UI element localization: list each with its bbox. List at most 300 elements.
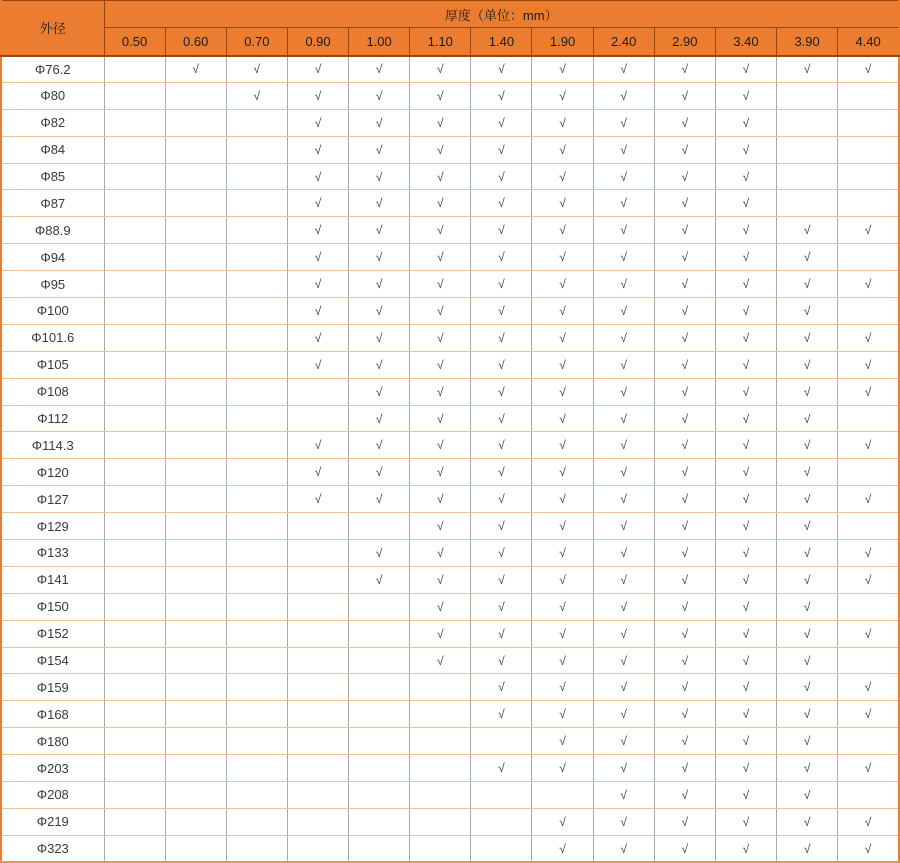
empty-cell xyxy=(349,755,410,782)
check-cell: √ xyxy=(654,566,715,593)
check-cell: √ xyxy=(410,298,471,325)
check-cell: √ xyxy=(593,217,654,244)
check-cell: √ xyxy=(532,324,593,351)
check-cell: √ xyxy=(654,298,715,325)
check-cell: √ xyxy=(471,755,532,782)
check-cell: √ xyxy=(838,620,899,647)
check-cell: √ xyxy=(715,378,776,405)
check-cell: √ xyxy=(838,351,899,378)
check-cell: √ xyxy=(349,109,410,136)
empty-cell xyxy=(104,647,165,674)
check-cell: √ xyxy=(410,244,471,271)
check-cell: √ xyxy=(715,109,776,136)
check-cell: √ xyxy=(410,459,471,486)
check-cell: √ xyxy=(471,486,532,513)
check-cell: √ xyxy=(715,244,776,271)
check-cell: √ xyxy=(287,486,348,513)
check-cell: √ xyxy=(654,136,715,163)
empty-cell xyxy=(165,244,226,271)
empty-cell xyxy=(226,298,287,325)
empty-cell xyxy=(287,755,348,782)
check-cell: √ xyxy=(777,324,838,351)
check-cell: √ xyxy=(287,432,348,459)
diameter-cell: Φ114.3 xyxy=(1,432,104,459)
empty-cell xyxy=(838,405,899,432)
check-cell: √ xyxy=(715,674,776,701)
check-cell: √ xyxy=(654,459,715,486)
check-cell: √ xyxy=(532,835,593,862)
check-cell: √ xyxy=(838,432,899,459)
empty-cell xyxy=(104,808,165,835)
check-cell: √ xyxy=(471,136,532,163)
table-row xyxy=(1,486,899,513)
empty-cell xyxy=(104,136,165,163)
check-cell: √ xyxy=(593,593,654,620)
check-cell: √ xyxy=(593,405,654,432)
check-cell: √ xyxy=(349,486,410,513)
check-cell: √ xyxy=(593,566,654,593)
empty-cell xyxy=(226,459,287,486)
empty-cell xyxy=(287,513,348,540)
empty-cell xyxy=(287,378,348,405)
empty-cell xyxy=(287,647,348,674)
table-row xyxy=(1,808,899,835)
check-cell: √ xyxy=(471,674,532,701)
check-cell: √ xyxy=(532,755,593,782)
check-cell: √ xyxy=(532,728,593,755)
check-cell: √ xyxy=(777,540,838,567)
check-cell: √ xyxy=(349,271,410,298)
empty-cell xyxy=(165,782,226,809)
check-cell: √ xyxy=(471,82,532,109)
check-cell: √ xyxy=(777,728,838,755)
table-row xyxy=(1,298,899,325)
empty-cell xyxy=(349,782,410,809)
check-cell: √ xyxy=(471,405,532,432)
empty-cell xyxy=(165,163,226,190)
table-row xyxy=(1,136,899,163)
check-cell: √ xyxy=(226,82,287,109)
check-cell: √ xyxy=(532,593,593,620)
check-cell: √ xyxy=(777,486,838,513)
check-cell: √ xyxy=(777,755,838,782)
check-cell: √ xyxy=(287,324,348,351)
check-cell: √ xyxy=(777,298,838,325)
empty-cell xyxy=(349,728,410,755)
check-cell: √ xyxy=(532,808,593,835)
check-cell: √ xyxy=(349,190,410,217)
check-cell: √ xyxy=(715,271,776,298)
check-cell: √ xyxy=(593,244,654,271)
check-cell: √ xyxy=(777,566,838,593)
empty-cell xyxy=(104,244,165,271)
check-cell: √ xyxy=(777,701,838,728)
check-cell: √ xyxy=(777,459,838,486)
check-cell: √ xyxy=(838,674,899,701)
check-cell: √ xyxy=(838,217,899,244)
diameter-cell: Φ112 xyxy=(1,405,104,432)
empty-cell xyxy=(165,136,226,163)
diameter-cell: Φ203 xyxy=(1,755,104,782)
check-cell: √ xyxy=(593,728,654,755)
empty-cell xyxy=(165,405,226,432)
empty-cell xyxy=(838,163,899,190)
check-cell: √ xyxy=(593,674,654,701)
empty-cell xyxy=(104,728,165,755)
check-cell: √ xyxy=(410,405,471,432)
check-cell: √ xyxy=(349,405,410,432)
check-cell: √ xyxy=(654,701,715,728)
diameter-cell: Φ180 xyxy=(1,728,104,755)
check-cell: √ xyxy=(349,432,410,459)
empty-cell xyxy=(226,244,287,271)
check-cell: √ xyxy=(715,217,776,244)
check-cell: √ xyxy=(471,109,532,136)
empty-cell xyxy=(287,593,348,620)
check-cell: √ xyxy=(471,190,532,217)
check-cell: √ xyxy=(287,351,348,378)
check-cell: √ xyxy=(471,163,532,190)
check-cell: √ xyxy=(777,620,838,647)
check-cell: √ xyxy=(471,56,532,83)
empty-cell xyxy=(287,782,348,809)
table-row xyxy=(1,540,899,567)
empty-cell xyxy=(226,755,287,782)
empty-cell xyxy=(226,647,287,674)
check-cell: √ xyxy=(287,459,348,486)
check-cell: √ xyxy=(838,566,899,593)
check-cell: √ xyxy=(593,56,654,83)
check-cell: √ xyxy=(838,701,899,728)
empty-cell xyxy=(104,217,165,244)
check-cell: √ xyxy=(715,728,776,755)
empty-cell xyxy=(226,432,287,459)
empty-cell xyxy=(226,486,287,513)
check-cell: √ xyxy=(654,782,715,809)
check-cell: √ xyxy=(349,56,410,83)
thickness-header-cell: 1.10 xyxy=(410,28,471,56)
empty-cell xyxy=(777,163,838,190)
check-cell: √ xyxy=(226,56,287,83)
check-cell: √ xyxy=(410,56,471,83)
table-row xyxy=(1,593,899,620)
check-cell: √ xyxy=(532,378,593,405)
thickness-header-cell: 1.90 xyxy=(532,28,593,56)
check-cell: √ xyxy=(593,324,654,351)
check-cell: √ xyxy=(349,566,410,593)
check-cell: √ xyxy=(715,566,776,593)
empty-cell xyxy=(471,808,532,835)
check-cell: √ xyxy=(593,190,654,217)
thickness-header-cell: 2.40 xyxy=(593,28,654,56)
thickness-header-cell: 0.70 xyxy=(226,28,287,56)
check-cell: √ xyxy=(410,540,471,567)
empty-cell xyxy=(838,593,899,620)
check-cell: √ xyxy=(715,163,776,190)
table-row xyxy=(1,351,899,378)
check-cell: √ xyxy=(532,217,593,244)
check-cell: √ xyxy=(777,56,838,83)
table-row xyxy=(1,271,899,298)
diameter-cell: Φ150 xyxy=(1,593,104,620)
check-cell: √ xyxy=(654,163,715,190)
check-cell: √ xyxy=(471,378,532,405)
empty-cell xyxy=(777,136,838,163)
empty-cell xyxy=(226,566,287,593)
empty-cell xyxy=(226,513,287,540)
check-cell: √ xyxy=(532,620,593,647)
check-cell: √ xyxy=(654,593,715,620)
check-cell: √ xyxy=(715,82,776,109)
empty-cell xyxy=(104,163,165,190)
empty-cell xyxy=(226,540,287,567)
check-cell: √ xyxy=(532,486,593,513)
check-cell: √ xyxy=(654,324,715,351)
check-cell: √ xyxy=(349,82,410,109)
check-cell: √ xyxy=(777,513,838,540)
check-cell: √ xyxy=(838,540,899,567)
check-cell: √ xyxy=(593,459,654,486)
empty-cell xyxy=(410,701,471,728)
diameter-cell: Φ82 xyxy=(1,109,104,136)
empty-cell xyxy=(777,82,838,109)
empty-cell xyxy=(226,835,287,862)
diameter-cell: Φ101.6 xyxy=(1,324,104,351)
diameter-cell: Φ208 xyxy=(1,782,104,809)
check-cell: √ xyxy=(654,728,715,755)
table-row xyxy=(1,459,899,486)
check-cell: √ xyxy=(532,513,593,540)
check-cell: √ xyxy=(410,593,471,620)
empty-cell xyxy=(104,782,165,809)
check-cell: √ xyxy=(532,82,593,109)
check-cell: √ xyxy=(532,271,593,298)
diameter-cell: Φ108 xyxy=(1,378,104,405)
empty-cell xyxy=(226,324,287,351)
check-cell: √ xyxy=(410,351,471,378)
check-cell: √ xyxy=(654,513,715,540)
empty-cell xyxy=(104,513,165,540)
table-row xyxy=(1,701,899,728)
check-cell: √ xyxy=(777,835,838,862)
empty-cell xyxy=(165,674,226,701)
check-cell: √ xyxy=(349,459,410,486)
empty-cell xyxy=(104,190,165,217)
check-cell: √ xyxy=(593,136,654,163)
diameter-cell: Φ219 xyxy=(1,808,104,835)
check-cell: √ xyxy=(715,593,776,620)
check-cell: √ xyxy=(410,136,471,163)
check-cell: √ xyxy=(287,163,348,190)
empty-cell xyxy=(287,674,348,701)
check-cell: √ xyxy=(654,82,715,109)
check-cell: √ xyxy=(593,755,654,782)
table-row xyxy=(1,56,899,83)
check-cell: √ xyxy=(715,782,776,809)
check-cell: √ xyxy=(410,486,471,513)
empty-cell xyxy=(104,82,165,109)
empty-cell xyxy=(287,728,348,755)
table-row xyxy=(1,566,899,593)
empty-cell xyxy=(165,217,226,244)
check-cell: √ xyxy=(777,271,838,298)
check-cell: √ xyxy=(715,136,776,163)
empty-cell xyxy=(165,835,226,862)
empty-cell xyxy=(838,647,899,674)
empty-cell xyxy=(104,271,165,298)
check-cell: √ xyxy=(410,513,471,540)
check-cell: √ xyxy=(471,244,532,271)
empty-cell xyxy=(226,620,287,647)
empty-cell xyxy=(838,728,899,755)
check-cell: √ xyxy=(410,324,471,351)
group-header-row xyxy=(1,1,899,28)
diameter-cell: Φ154 xyxy=(1,647,104,674)
check-cell: √ xyxy=(532,163,593,190)
check-cell: √ xyxy=(287,271,348,298)
check-cell: √ xyxy=(349,244,410,271)
check-cell: √ xyxy=(715,808,776,835)
check-cell: √ xyxy=(715,755,776,782)
check-cell: √ xyxy=(654,190,715,217)
check-cell: √ xyxy=(287,109,348,136)
check-cell: √ xyxy=(471,271,532,298)
empty-cell xyxy=(471,728,532,755)
empty-cell xyxy=(165,701,226,728)
empty-cell xyxy=(349,808,410,835)
table-row xyxy=(1,378,899,405)
diameter-cell: Φ152 xyxy=(1,620,104,647)
check-cell: √ xyxy=(777,217,838,244)
empty-cell xyxy=(165,378,226,405)
empty-cell xyxy=(165,540,226,567)
check-cell: √ xyxy=(593,378,654,405)
check-cell: √ xyxy=(777,351,838,378)
check-cell: √ xyxy=(471,620,532,647)
empty-cell xyxy=(165,513,226,540)
check-cell: √ xyxy=(532,351,593,378)
empty-cell xyxy=(287,405,348,432)
check-cell: √ xyxy=(654,378,715,405)
empty-cell xyxy=(226,593,287,620)
check-cell: √ xyxy=(532,405,593,432)
thickness-header-cell: 2.90 xyxy=(654,28,715,56)
check-cell: √ xyxy=(532,459,593,486)
empty-cell xyxy=(104,432,165,459)
check-cell: √ xyxy=(777,593,838,620)
check-cell: √ xyxy=(471,647,532,674)
check-cell: √ xyxy=(471,459,532,486)
check-cell: √ xyxy=(838,835,899,862)
table-row xyxy=(1,163,899,190)
empty-cell xyxy=(165,728,226,755)
diameter-cell: Φ84 xyxy=(1,136,104,163)
empty-cell xyxy=(104,109,165,136)
empty-cell xyxy=(226,728,287,755)
check-cell: √ xyxy=(654,217,715,244)
check-cell: √ xyxy=(410,109,471,136)
check-cell: √ xyxy=(471,432,532,459)
check-cell: √ xyxy=(532,566,593,593)
check-cell: √ xyxy=(593,82,654,109)
empty-cell xyxy=(104,701,165,728)
check-cell: √ xyxy=(654,244,715,271)
table-row xyxy=(1,217,899,244)
thickness-header-cell: 1.40 xyxy=(471,28,532,56)
empty-cell xyxy=(471,835,532,862)
check-cell: √ xyxy=(471,513,532,540)
empty-cell xyxy=(226,378,287,405)
empty-cell xyxy=(838,109,899,136)
empty-cell xyxy=(104,459,165,486)
check-cell: √ xyxy=(654,755,715,782)
empty-cell xyxy=(104,835,165,862)
check-cell: √ xyxy=(471,593,532,620)
check-cell: √ xyxy=(777,405,838,432)
empty-cell xyxy=(165,109,226,136)
empty-cell xyxy=(165,459,226,486)
diameter-cell: Φ94 xyxy=(1,244,104,271)
check-cell: √ xyxy=(593,109,654,136)
empty-cell xyxy=(410,674,471,701)
check-cell: √ xyxy=(715,459,776,486)
empty-cell xyxy=(165,190,226,217)
diameter-cell: Φ105 xyxy=(1,351,104,378)
check-cell: √ xyxy=(715,835,776,862)
check-cell: √ xyxy=(654,56,715,83)
empty-cell xyxy=(287,540,348,567)
check-cell: √ xyxy=(715,540,776,567)
check-cell: √ xyxy=(777,647,838,674)
check-cell: √ xyxy=(654,808,715,835)
check-cell: √ xyxy=(715,620,776,647)
check-cell: √ xyxy=(593,298,654,325)
check-cell: √ xyxy=(532,674,593,701)
empty-cell xyxy=(838,190,899,217)
empty-cell xyxy=(226,351,287,378)
check-cell: √ xyxy=(349,378,410,405)
empty-cell xyxy=(165,620,226,647)
check-cell: √ xyxy=(715,298,776,325)
check-cell: √ xyxy=(777,808,838,835)
empty-cell xyxy=(349,674,410,701)
empty-cell xyxy=(226,190,287,217)
check-cell: √ xyxy=(410,190,471,217)
outer-diameter-header: 外径 xyxy=(1,1,104,56)
check-cell: √ xyxy=(532,109,593,136)
table-row xyxy=(1,647,899,674)
check-cell: √ xyxy=(532,136,593,163)
check-cell: √ xyxy=(471,217,532,244)
check-cell: √ xyxy=(165,56,226,83)
diameter-cell: Φ85 xyxy=(1,163,104,190)
check-cell: √ xyxy=(593,163,654,190)
check-cell: √ xyxy=(593,540,654,567)
table-row xyxy=(1,835,899,862)
empty-cell xyxy=(838,82,899,109)
empty-cell xyxy=(226,217,287,244)
empty-cell xyxy=(165,486,226,513)
table-row xyxy=(1,728,899,755)
check-cell: √ xyxy=(715,190,776,217)
check-cell: √ xyxy=(532,432,593,459)
table-row xyxy=(1,82,899,109)
check-cell: √ xyxy=(410,163,471,190)
empty-cell xyxy=(838,513,899,540)
empty-cell xyxy=(349,701,410,728)
diameter-cell: Φ159 xyxy=(1,674,104,701)
diameter-cell: Φ88.9 xyxy=(1,217,104,244)
